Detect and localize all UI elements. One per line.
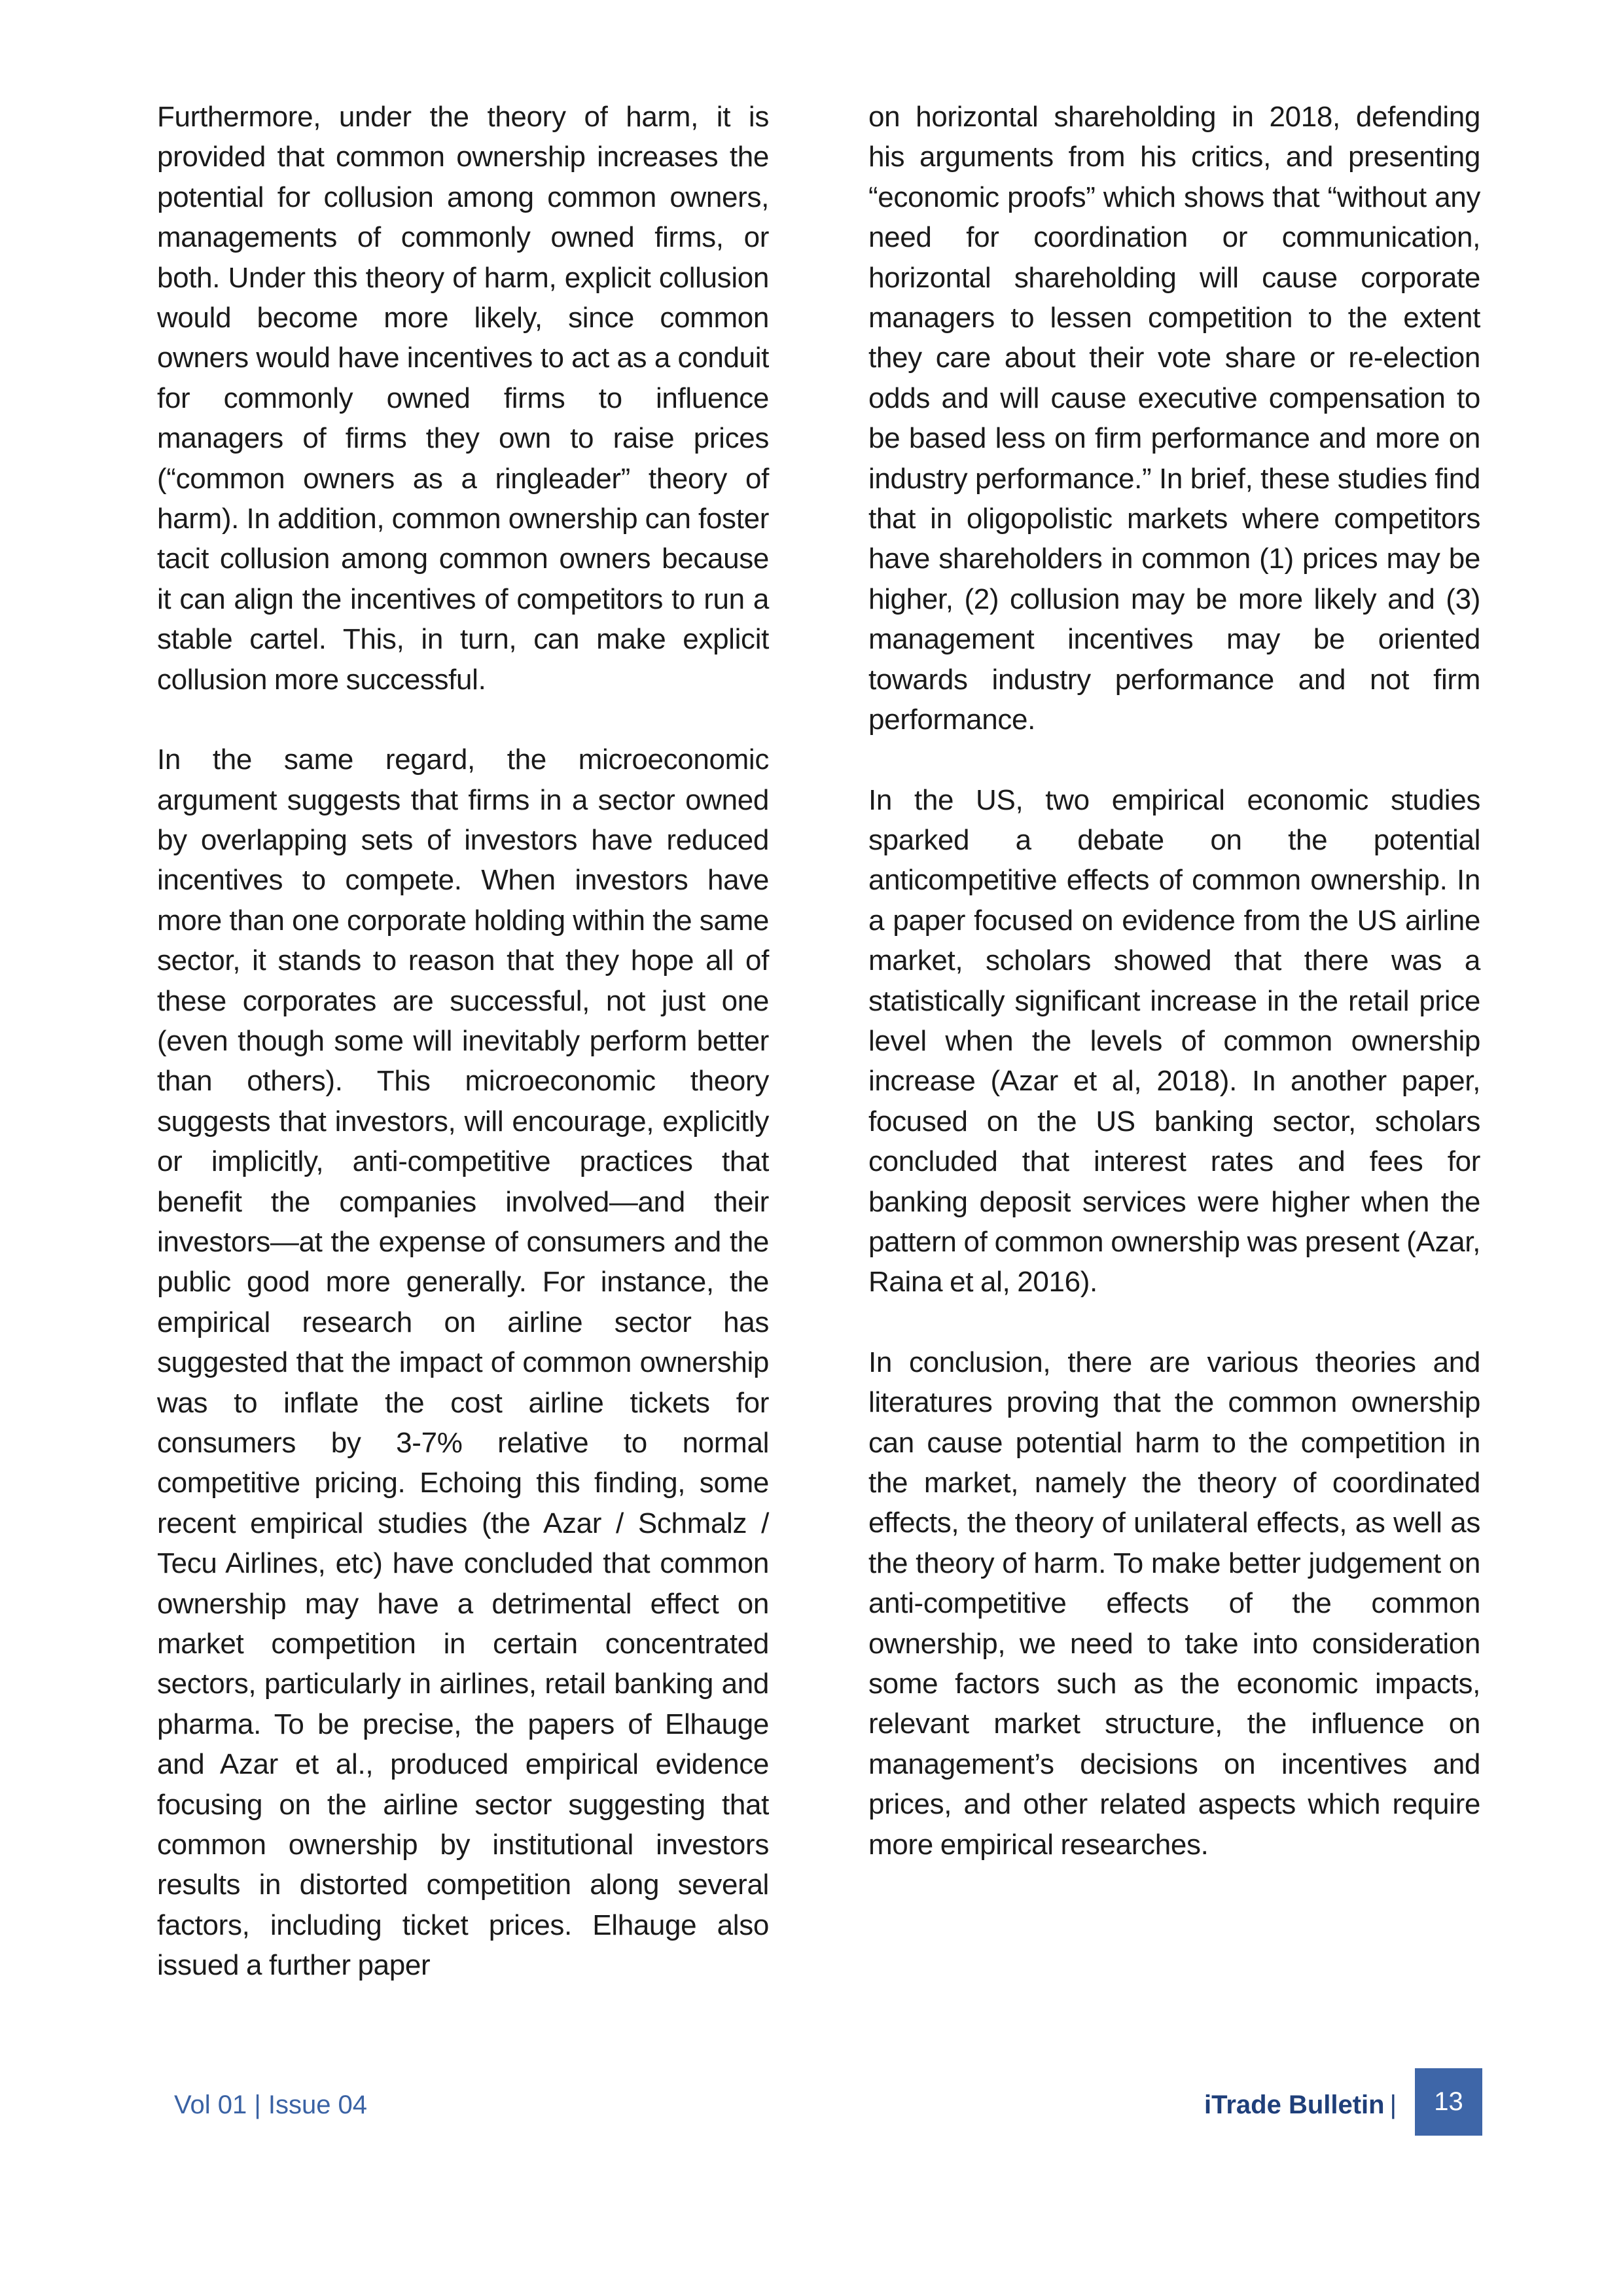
left-column [157, 97, 769, 1986]
page-number-badge: 13 [1415, 2068, 1482, 2136]
footer-separator: | [1389, 2090, 1397, 2119]
paragraph-us-empirical-studies: In the US, two empirical economic studies sparked a debate on the potential anticompetitive effects of common ownership. In a paper focused on evidence from the US airline market, scholars showed that there was a statistically significant increase in the retail price level when the levels of common ownership increase (Azar et al, 2018). In another paper, focused on the US banking sector, scholars concluded that interest rates and fees for banking deposit services were higher when the pattern of common ownership was present (Azar, Raina et al, 2016). [868, 783, 1480, 1299]
publication-name: iTrade Bulletin [1204, 2090, 1385, 2119]
paragraph-conclusion: In conclusion, there are various theories and literatures proving that the common ownership can cause potential harm to the competition in the market, namely the theory of coordinated effects, the theory of unilateral effects, as well as the theory of harm. To make better judgement on anti-competitive effects of the common ownership, we need to take into consideration some factors such as the economic impacts, relevant market structure, the influence on management’s decisions on incentives and prices, and other related aspects which require more empirical researches. [868, 1346, 1480, 1861]
right-column [868, 97, 1480, 1865]
paragraph-gap [868, 740, 1480, 780]
paragraph-horizontal-shareholding: on horizontal shareholding in 2018, defending his arguments from his critics, and presenting “economic proofs” which shows that “without any need for coordination or communication, horizontal shareholding will cause corporate managers to lessen competition to the extent they care about their vote share or re-election odds and will cause executive compensation to be based less on firm performance and more on industry performance.” In brief, these studies find that in oligopolistic markets where competitors have shareholders in common (1) prices may be higher, (2) collusion may be more likely and (3) management incentives may be oriented towards industry performance and not firm performance. [868, 101, 1480, 736]
footer-volume-issue: Vol 01 | Issue 04 [174, 2090, 368, 2119]
paragraph-gap [868, 1302, 1480, 1342]
footer-publication [1204, 2085, 1397, 2125]
paragraph-microeconomic-argument: In the same regard, the microeconomic argument suggests that firms in a sector owned by overlapping sets of investors have reduced incentives to compete. When investors have more than one corporate holding within the same sector, it stands to reason that they hope all of these corporates are successful, not just one (even though some will inevitably perform better than others). This microeconomic theory suggests that investors, will encourage, explicitly or implicitly, anti-competitive practices that benefit the companies involved—and their investors—at the expense of consumers and the public good more generally. For instance, the empirical research on airline sector has suggested that the impact of common ownership was to inflate the cost airline tickets for consumers by 3-7% relative to normal competitive pricing. Echoing this finding, some recent empirical studies (the Azar / Schmalz / Tecu Airlines, etc) have concluded that common ownership may have a detrimental effect on market competition in certain concentrated sectors, particularly in airlines, retail banking and pharma. To be precise, the papers of Elhauge and Azar et al., produced empirical evidence focusing on the airline sector suggesting that common ownership by institutional investors results in distorted competition along several factors, including ticket prices. Elhauge also issued a further paper [157, 744, 769, 1982]
paragraph-gap [157, 700, 769, 740]
paragraph-theory-of-harm: Furthermore, under the theory of harm, it is provided that common ownership increases the potential for collusion among common owners, managements of commonly owned firms, or both. Under this theory of harm, explicit collusion would become more likely, since common owners would have incentives to act as a conduit for commonly owned firms to influence managers of firms they own to raise prices (“common owners as a ringleader” theory of harm). In addition, common ownership can foster tacit collusion among common owners because it can align the incentives of competitors to run a stable cartel. This, in turn, can make explicit collusion more successful. [157, 101, 769, 696]
